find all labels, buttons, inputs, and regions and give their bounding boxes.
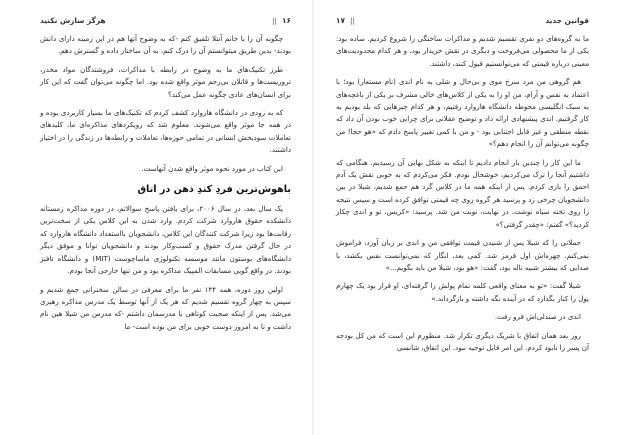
paragraph: که به زودی در دانشگاه هاروارد کشف کردم که تکنیک‌های ما بسیار کاربردی بوده و در همه جا موثر واقع می‌شوند. معلوم شد که رویکردهای مذاکره‌ای ما، کلیدهای تعاملات سودبخش انسانی در تمامی حوزه‌ها، تعاملات و رابطه‌ها در زندگی را در اختیار داشتند. (40, 108, 291, 155)
right-page-header (336, 14, 589, 26)
paragraph: طرز تکنیک‌های ما به وضوح در رابطه با مذاکرات، فروشندگان مواد مخدر، تروریست‌ها و قاتلان بی‌رحم موثر واقع شده بود. اما چگونه می‌توان گفت که این کار برای انسان‌های عادی چگونه عمل می‌کند؟ (40, 64, 291, 99)
right-page (314, 0, 627, 435)
left-running-title: هرگز سازش نکنید (40, 15, 106, 25)
paragraph: یک سال بعد، در سال ۲۰۰۶، برای یافتن پاسخ سوالاتم، در دوره مذاکره زمستانه دانشکده حقوق هاروارد شرکت کردم. وارد شدن به این کلاس یکی از سخت‌ترین رقابت‌ها بود زیرا شرکت کنندگان این کلاس، دانشجویان بااستعداد دانشگاه هاروارد که در حال گرفتن مدرک حقوق و کسب‌وکار بودند و دانشجویان توانا و موفق دیگر دانشگاه‌های بوستون مانند موسسه تکنولوژی ماساچوست (MIT) و دانشگاه تافتز بودند. در واقع گویی مسابقات المپیک مذاکره بود و من تنها خارجی آنجا بودم. (40, 204, 291, 276)
paragraph: ما به گروه‌های دو نفری تقسیم شدیم و مذاکرات ساختگی را شروع کردیم. ساده بود: یکی از ما محصولی می‌فروخت و دیگری در نقش خریدار بود، و هر کدام محدودیت‌های معینی درباره قیمتی که می‌توانستیم قبول کنند، داشتند. (336, 34, 589, 68)
left-page (0, 0, 313, 435)
header-separator: || (350, 15, 356, 25)
right-page-number: ۱۷ (336, 15, 346, 25)
right-page-number-group (336, 16, 355, 25)
section-heading: باهوش‌ترین فردِ کندِ ذهن در اتاق (137, 184, 291, 196)
paragraph: این کتاب در مورد نحوه موثر واقع شدن آنهاست. (141, 163, 283, 173)
paragraph: چگونه آن را با خانم آنتلا تلفیق کنم -که به وضوح آنها هم در این زمینه دارای دانش بودند- بدین طریق میتوانستم آن را درک کنم، به آن ساختار داده و گسترش دهم. (40, 34, 291, 56)
paragraph: هم گروهی من مرد سرخ موی و بی‌حال و شلی به نام اندی (نام مستعار) بود؛ با اعتماد به نفس و آرام، من او را به یکی از کلاس‌های خالی مشرف بر یکی از باغچه‌های به سبک انگلیسی محوطه دانشگاه هاروارد رفتیم، و هر کدام چیزهایی که بلد بودیم به کار گرفتیم. اندی پیشنهادی ارائه داد و توضیح عقلانی برای چرایی خوب بودن آن داد که نقطه منطقی و غیر قابل اجتنابی بود - و من با کمی تغییر پاسخ دادم که «هو حجا! من چگونه می‌توانم آن را انجام دهم؟» (336, 77, 589, 149)
left-page-header (40, 14, 291, 26)
left-page-number-group (272, 16, 291, 25)
paragraph: ما این کار را چندین بار انجام دادیم تا اینکه به شکل نهایی آن رسیدیم. هنگامی که داشتیم آنجا را ترک می‌کردیم، خوشحال بودم. فکر می‌کردم که به خوبی نقش یک آدم احمق را بازی کردم. پس از اینکه همه ما در کلاس گرد هم جمع شدیم، شیلا در بین دانشجویان چرخی زد و پرسید هر گروه روی چه قیمتی توافق کرده است و سپس نتیجه را روی تخته سیاه نوشت. در نهایت، نوبت من شد. پرسید: «کریس، تو و اندی چکار کردید؟» گفتم: «چقدر گرفتی؟» (336, 157, 589, 229)
paragraph: اولین روز دوره، همه ۱۴۴ نفر ما برای معرفی در سالن سخنرانی جمع شدیم و سپس به چهار گروه تقسیم شدیم که هر یک از آنها توسط یک مدرس مذاکره رهبری می‌شد. پس از اینکه صحبت کوتاهی با مدرسمان داشتم -که مدرس من شیلا هین نام داشت و تا به امروز دوست خوبی برای من بوده است- ما (40, 284, 291, 331)
paragraph: اندی در صندلی‌اش فرو رفت. (494, 312, 581, 322)
right-running-title: قوانین جدید (545, 15, 589, 25)
paragraph: شیلا گفت: «تو به معنای واقعی کلمه تمام پولش را گرفته‌ای، او قرار بود یک چهارم پول را کنار بگذارد که در آینده نگه داشته و بازگرداند.» (336, 281, 589, 303)
paragraph: جملاتی را که شیلا پس از شنیدن قیمت توافقی من و اندی بر زبان آورد، فراموش نمی‌کنم. چهره‌اش اول قرمز شد. کمی بعد، انگار که نمی‌توانست نفس بکشد، با صدایی که بیشتر شبیه ناله بود، گفت: «هو بود، شیلا من باید بگویم...» (336, 238, 589, 272)
paragraph: روز بعد همان اتفاق با شریک دیگری تکرار شد. منظورم این است که من کل بودجه آن پسر را نابود کردم. این امر قابل توجیه نبود. این اتفاق، شانسی (336, 330, 589, 352)
left-page-number: ۱۶ (281, 15, 291, 25)
header-separator: || (271, 15, 277, 25)
